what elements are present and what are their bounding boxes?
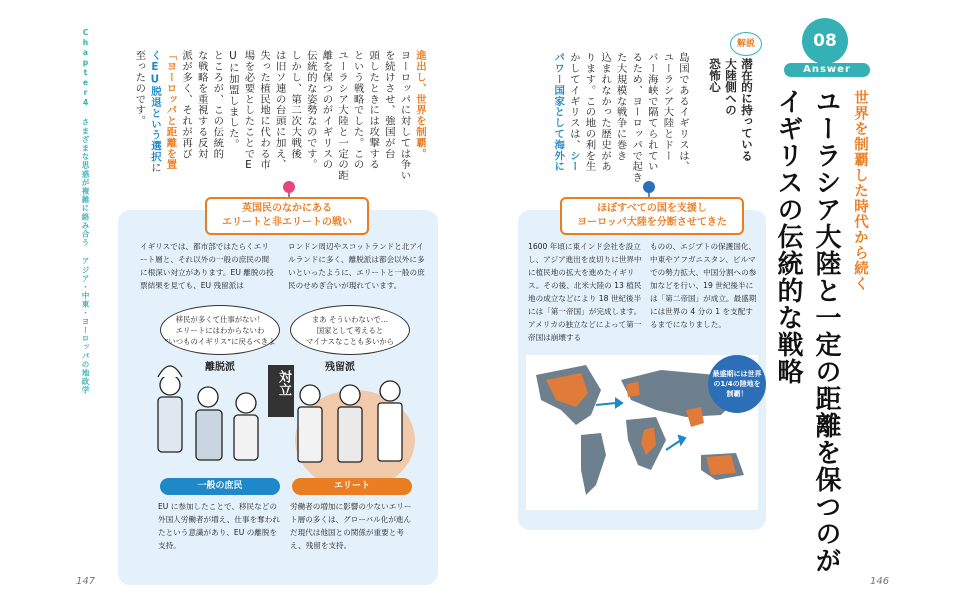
elite-tag: エリート (292, 478, 412, 495)
commentary-heading-3: 恐怖心 (708, 58, 722, 93)
commentary-label: 解説 (730, 32, 762, 56)
left-body-segment: は旧ソ連の台頭に加え、 (273, 50, 286, 170)
left-body-line (178, 50, 194, 190)
right-body-line (596, 52, 612, 192)
right-body-segment: バー海峡で隔てられてい (645, 52, 658, 172)
left-body-text (127, 50, 427, 190)
left-body-line (302, 50, 318, 190)
left-body-segment: 派が多く、それが再び (180, 50, 193, 159)
right-body-segment: かしてイギリスは、 (567, 52, 580, 151)
left-body-segment: 離を保つのがイギリスの (320, 50, 333, 170)
commoner-description: EU に参加したことで、移民などの外国人労働者が増え、仕事を奪われたという意識があり、EU の離脱を支持。 (158, 502, 280, 550)
left-body-line (365, 50, 381, 190)
left-body-segment: な戦略を重視する反対 (195, 50, 208, 159)
left-body-line (411, 50, 427, 190)
right-panel-text-1: 1600 年頃に東インド会社を設立し、アジア進出を皮切りに世界中に植民地の拡大を進めたイギリス。その後、北米大陸の 13 植民地の成立などにより 18 世紀後半には「第一帝国」が完成します。アメリカの独立などによって第一帝国は崩壊する (528, 242, 642, 342)
left-body-line (349, 50, 365, 190)
right-body-segment: ります。この地の利を生 (583, 52, 596, 172)
title-line-2: イギリスの伝統的な戦略 (773, 88, 803, 385)
left-body-segment: を続けさせ、強国が台 (382, 50, 395, 159)
map-badge: 最盛期には世界の1/4の陸地を制覇！ (708, 355, 766, 413)
left-body-line (255, 50, 271, 190)
left-body-segment: 場を必要としたことでE (242, 50, 255, 172)
left-body-segment: Uに加盟しました。 (226, 50, 239, 150)
elite-description: 労働者の増加に影響の少ないエリート層の多くは、グローバル化が進んだ現代は他国との関係が重要と考え、残留を支持。 (290, 502, 412, 550)
left-body-segment: 伝統的な姿勢なのです。 (304, 50, 317, 170)
leave-label: 離脱派 (205, 362, 235, 373)
title-line-1: ユーラシア大陸と一定の距離を保つのが (811, 88, 841, 574)
left-body-segment: ヨーロッパに対しては争い (398, 50, 411, 181)
right-body-segment: シー (567, 150, 580, 172)
left-body-segment: に (148, 162, 161, 174)
left-body-line (318, 50, 334, 190)
left-body-line (146, 50, 162, 190)
left-body-segment: 至ったのです。 (133, 50, 146, 127)
left-body-line (162, 50, 178, 190)
right-body-segment: パワー国家として海外に (552, 52, 565, 172)
left-body-line (209, 50, 225, 190)
right-page-number: 146 (870, 576, 890, 587)
left-body-line (240, 50, 256, 190)
right-body-line (643, 52, 659, 192)
left-body-segment: ところが、この伝統的 (211, 50, 224, 159)
left-body-line (380, 50, 396, 190)
right-body-segment: 込まれなかった歴史があ (599, 52, 612, 172)
right-body-text (540, 52, 690, 192)
right-body-segment: た大規模な戦争に巻き (614, 52, 627, 161)
answer-badge: 08 (802, 18, 848, 64)
left-body-line (131, 50, 147, 190)
remain-speech-bubble: まあ そういわないで… 国家として考えると マイナスなことも多いから (290, 305, 410, 355)
commoner-tag: 一般の庶民 (160, 478, 280, 495)
remain-label: 残留派 (325, 362, 355, 373)
right-body-line (612, 52, 628, 192)
left-panel-text-2: ロンドン周辺やスコットランドと北アイルランドに多く、離脱派は都会以外に多いといったように、エリートと一般の庶民のせめぎ合いが現れています。 (288, 242, 425, 290)
right-body-line (550, 52, 566, 192)
commentary-heading-1: 潜在的に持っている (740, 58, 754, 162)
right-body-line (581, 52, 597, 192)
right-body-line (674, 52, 690, 192)
left-body-segment: しかし、第二次大戦後 (289, 50, 302, 159)
left-body-line (193, 50, 209, 190)
right-body-segment: 島国であるイギリスは、 (677, 52, 689, 172)
chapter-running-head: Chapter4 さまざまな思惑が複雑に絡み合う アジア・中東・ヨーロッパの地政学 (81, 28, 90, 395)
left-body-line (271, 50, 287, 190)
left-body-segment: 頭したときには攻撃する (367, 50, 380, 170)
right-body-segment: るため、ヨーロッパで起き (630, 52, 643, 183)
left-body-segment: 失った植民地に代わる市 (258, 50, 271, 170)
left-body-line (287, 50, 303, 190)
left-panel-title: 英国民のなかにある エリートと非エリートの戦い (205, 197, 369, 235)
right-body-line (628, 52, 644, 192)
right-panel-title: ほぼすべての国を支援し ヨーロッパ大陸を分断させてきた (560, 197, 744, 235)
left-body-segment: 「ヨーロッパと距離を置 (164, 50, 177, 170)
right-body-segment: ユーラシア大陸とドー (661, 52, 674, 161)
left-body-line (333, 50, 349, 190)
answer-label: Answer (784, 63, 870, 77)
left-body-line (396, 50, 412, 190)
leave-speech-bubble: 移民が多くて仕事がない！ エリートにはわからないわ “いつものイギリス”に戻るべきよ (160, 305, 280, 355)
left-body-line (224, 50, 240, 190)
left-page-number: 147 (76, 576, 96, 587)
subtitle: 世界を制覇した時代から続く (852, 90, 868, 292)
right-panel-text-2: ものの、エジプトの保護国化、中東やアフガニスタン、ビルマでの勢力拡大、中国分割への参加などを行い、19 世紀後半には「第二帝国」が成立。最盛期には世界の 4 分の 1 を支配するまでになりました。 (650, 242, 757, 329)
left-body-segment: くEU脱退という選択 (148, 50, 161, 163)
left-body-segment: 進出し、世界を制覇。 (414, 50, 426, 159)
right-body-line (659, 52, 675, 192)
versus-label: 対立 (276, 370, 291, 396)
left-panel-text-1: イギリスでは、都市部ではたらくエリート層と、それ以外の一般の庶民の間に根深い対立があります。EU 離脱の投票結果を見ても、EU 残留派は (140, 242, 274, 290)
commentary-heading-2: 大陸側への (724, 58, 738, 116)
left-body-segment: という戦略でした。この (351, 50, 364, 170)
right-body-line (565, 52, 581, 192)
left-body-segment: ユーラシア大陸と一定の距 (336, 50, 349, 181)
